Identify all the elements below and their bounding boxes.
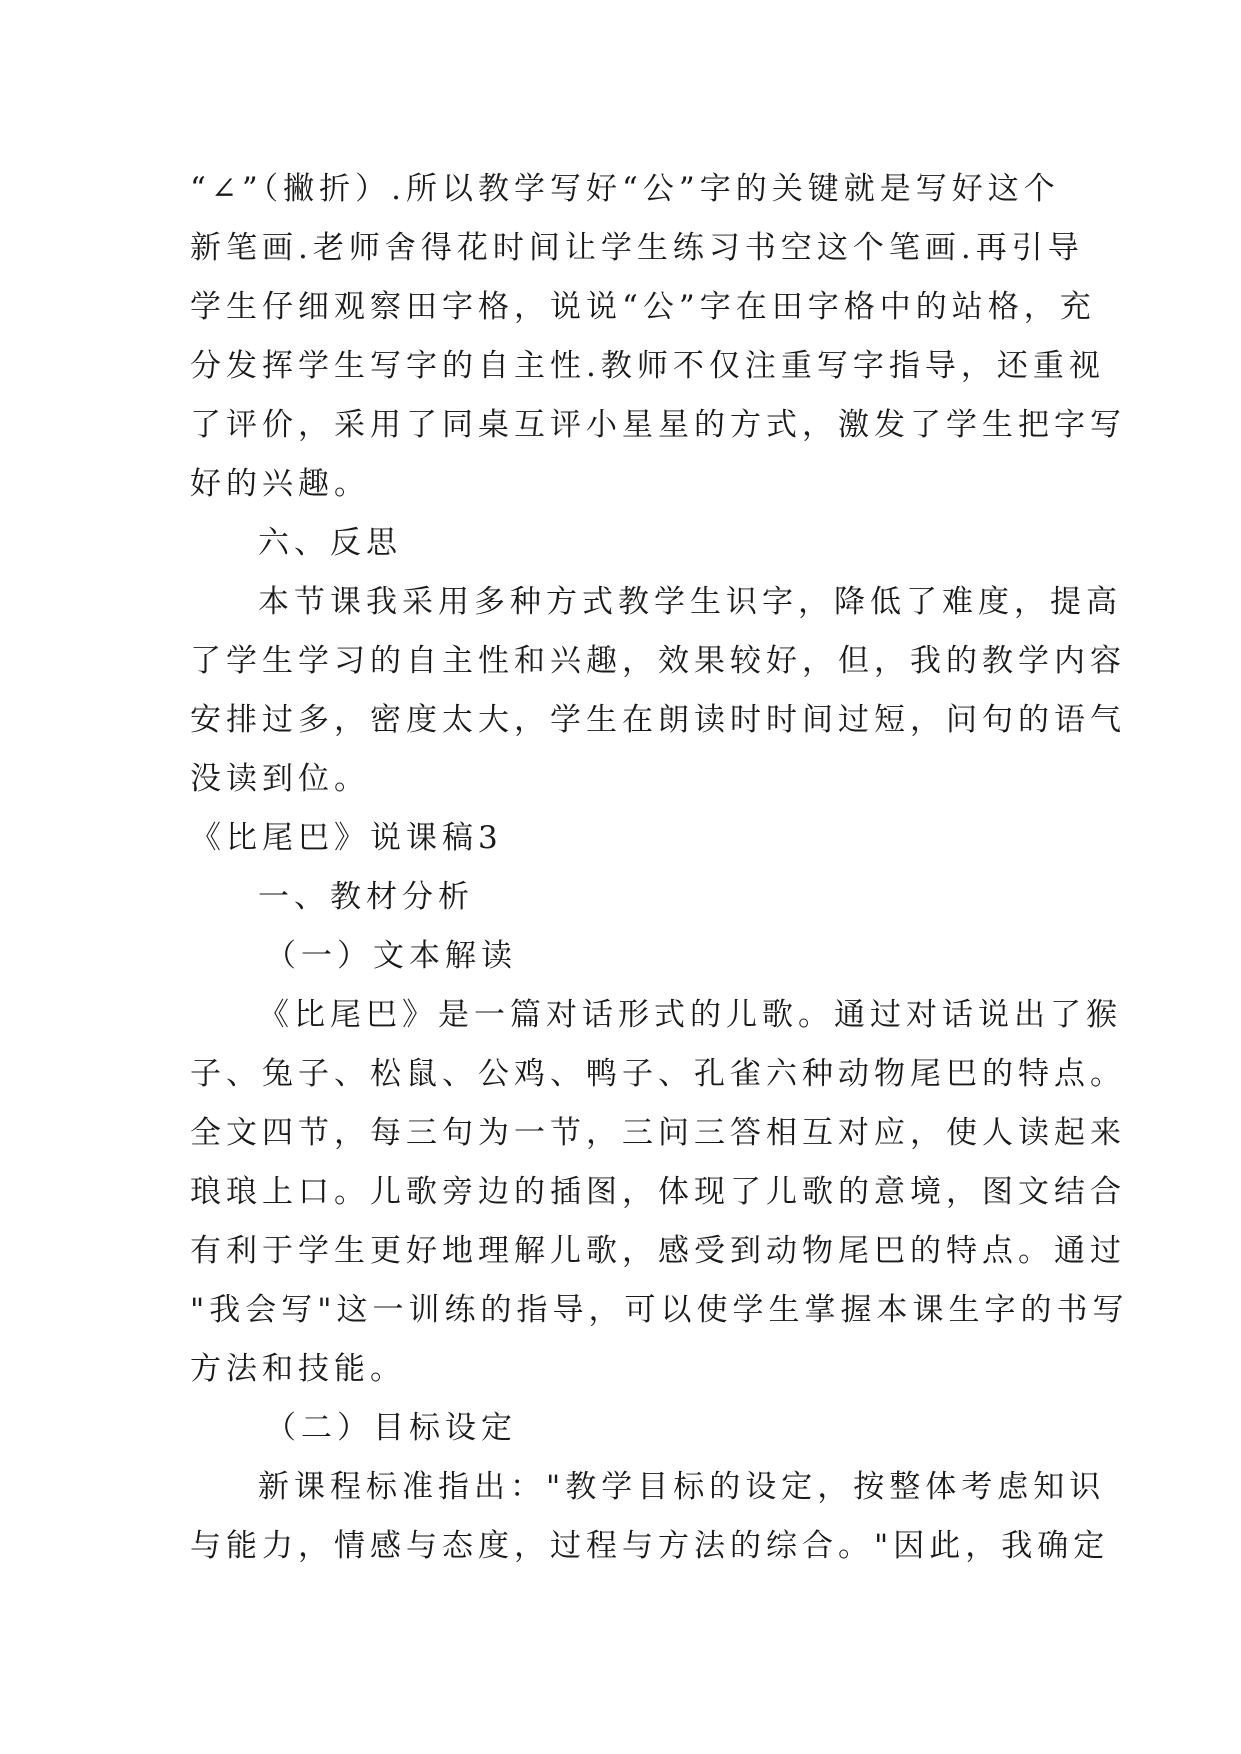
paragraph-line: 新笔画.老师舍得花时间让学生练习书空这个笔画.再引导 xyxy=(190,230,1084,266)
paragraph-line: “∠”（撇折）.所以教学写好“公”字的关键就是写好这个 xyxy=(190,171,1060,207)
paragraph-line: 了学生学习的自主性和兴趣，效果较好，但，我的教学内容 xyxy=(190,643,1126,679)
section-heading: 六、反思 xyxy=(258,525,402,561)
paragraph-line: 本节课我采用多种方式教学生识字，降低了难度，提高 xyxy=(258,584,1122,620)
paragraph-line: 学生仔细观察田字格，说说“公”字在田字格中的站格，充 xyxy=(190,289,1096,325)
document-title: 《比尾巴》说课稿3 xyxy=(190,820,503,856)
paragraph-line: 没读到位。 xyxy=(190,761,370,797)
document-body xyxy=(190,160,1129,1576)
paragraph-line: 有利于学生更好地理解儿歌，感受到动物尾巴的特点。通过 xyxy=(190,1233,1126,1269)
subsection-heading: （一）文本解读 xyxy=(265,938,517,974)
paragraph-line: 方法和技能。 xyxy=(190,1351,406,1387)
paragraph-line: 与能力，情感与态度，过程与方法的综合。"因此，我确定 xyxy=(190,1528,1110,1564)
paragraph-line: 子、兔子、松鼠、公鸡、鸭子、孔雀六种动物尾巴的特点。 xyxy=(190,1056,1126,1092)
paragraph-line: 全文四节，每三句为一节，三问三答相互对应，使人读起来 xyxy=(190,1115,1126,1151)
paragraph-line: "我会写"这一训练的指导，可以使学生掌握本课生字的书写 xyxy=(190,1292,1129,1328)
paragraph-line: 安排过多，密度太大，学生在朗读时时间过短，问句的语气 xyxy=(190,702,1126,738)
paragraph-line: 《比尾巴》是一篇对话形式的儿歌。通过对话说出了猴 xyxy=(258,997,1122,1033)
section-heading: 一、教材分析 xyxy=(258,879,474,915)
paragraph-line: 好的兴趣。 xyxy=(190,466,370,502)
paragraph-line: 分发挥学生写字的自主性.教师不仅注重写字指导，还重视 xyxy=(190,348,1105,384)
paragraph-line: 琅琅上口。儿歌旁边的插图，体现了儿歌的意境，图文结合 xyxy=(190,1174,1126,1210)
paragraph-line: 新课程标准指出："教学目标的设定，按整体考虑知识 xyxy=(258,1469,1106,1505)
paragraph-line: 了评价，采用了同桌互评小星星的方式，激发了学生把字写 xyxy=(190,407,1126,443)
subsection-heading: （二）目标设定 xyxy=(265,1410,517,1446)
